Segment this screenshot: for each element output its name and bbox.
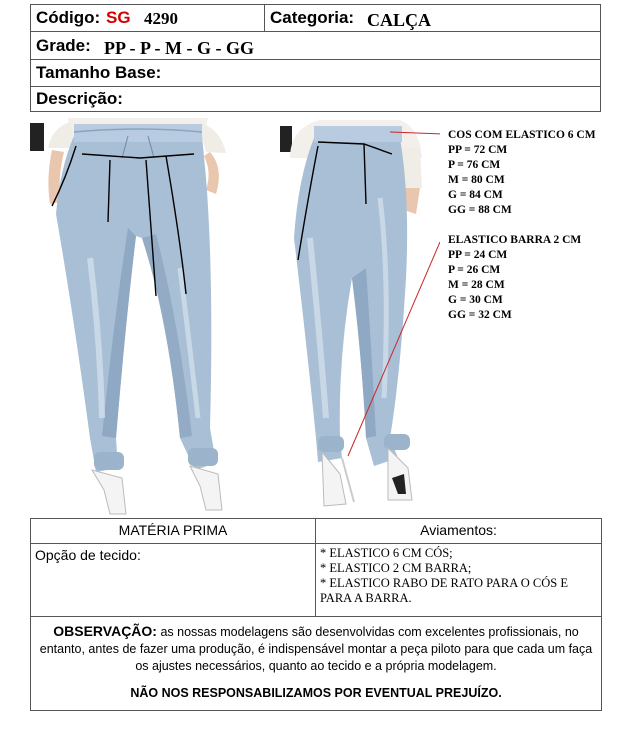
pants-front-photo bbox=[30, 118, 240, 518]
observacao-text: as nossas modelagens são desenvolvidas com excelentes profissionais, no entanto, antes de fazer uma produção, é indispensável montar a peça piloto para que cada um faça os ajustes necessários, quanto ao tecido e a própria modelagem. bbox=[39, 625, 593, 673]
callout-cos-size: P = 76 CM bbox=[448, 159, 501, 171]
materials-table bbox=[30, 518, 602, 617]
header-table bbox=[30, 4, 601, 112]
callout-barra-size: GG = 32 CM bbox=[448, 309, 512, 321]
descricao-label: Descrição: bbox=[36, 89, 123, 108]
callout-barra-size: G = 30 CM bbox=[448, 294, 503, 306]
callout-cos-size: G = 84 CM bbox=[448, 189, 503, 201]
aviamento-item: * ELASTICO 6 CM CÓS; bbox=[320, 546, 453, 560]
grade-label: Grade: bbox=[36, 36, 91, 55]
callout-cos-size: GG = 88 CM bbox=[448, 204, 512, 216]
disclaimer-text: NÃO NOS RESPONSABILIZAMOS POR EVENTUAL PREJUÍZO. bbox=[130, 686, 502, 700]
callout-barra-size: P = 26 CM bbox=[448, 264, 501, 276]
callout-barra-size: PP = 24 CM bbox=[448, 249, 508, 261]
callout-cos-size: M = 80 CM bbox=[448, 174, 505, 186]
aviamentos-list bbox=[320, 546, 568, 606]
aviamentos-header: Aviamentos: bbox=[420, 522, 497, 538]
codigo-number: 4290 bbox=[144, 9, 178, 28]
header-row-grade bbox=[31, 32, 600, 60]
header-row-descricao bbox=[31, 87, 600, 112]
materials-header-line bbox=[31, 543, 601, 544]
observacao-paragraph bbox=[37, 623, 595, 675]
callout-cos-elastic bbox=[448, 128, 596, 218]
callout-barra-elastic bbox=[448, 233, 581, 323]
grade-value: PP - P - M - G - GG bbox=[104, 38, 254, 58]
opcao-tecido-label: Opção de tecido: bbox=[35, 547, 141, 563]
aviamento-item: * ELASTICO 2 CM BARRA; bbox=[320, 561, 472, 575]
observacao-box bbox=[30, 617, 602, 711]
tamanho-label: Tamanho Base: bbox=[36, 63, 162, 82]
aviamento-item: PARA A BARRA. bbox=[320, 591, 412, 605]
observacao-title: OBSERVAÇÃO: bbox=[53, 623, 157, 639]
header-row-tamanho bbox=[31, 60, 600, 87]
callout-cos-title: COS COM ELASTICO 6 CM bbox=[448, 129, 596, 141]
header-row-codigo bbox=[31, 5, 600, 32]
header-divider bbox=[264, 5, 265, 32]
categoria-value: CALÇA bbox=[367, 10, 432, 30]
materia-prima-header: MATÉRIA PRIMA bbox=[118, 522, 228, 538]
pants-back-photo bbox=[280, 118, 440, 518]
callout-cos-size: PP = 72 CM bbox=[448, 144, 508, 156]
aviamento-item: * ELASTICO RABO DE RATO PARA O CÓS E bbox=[320, 576, 568, 590]
codigo-prefix: SG bbox=[106, 8, 131, 27]
codigo-label: Código: bbox=[36, 8, 101, 27]
callout-barra-title: ELASTICO BARRA 2 CM bbox=[448, 234, 582, 246]
callout-barra-size: M = 28 CM bbox=[448, 279, 505, 291]
categoria-label: Categoria: bbox=[270, 8, 355, 27]
